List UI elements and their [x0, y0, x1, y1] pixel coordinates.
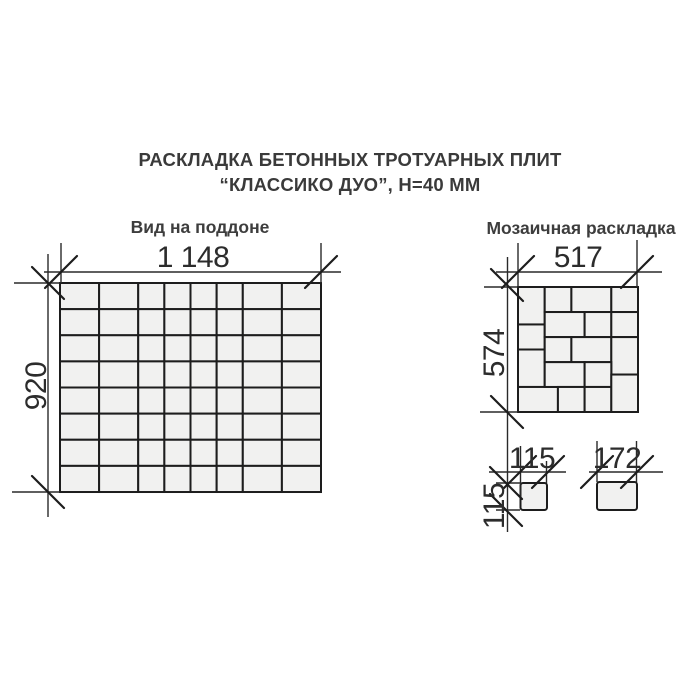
- pallet-tile: [243, 388, 282, 414]
- pallet-tile: [60, 335, 99, 361]
- mosaic-tile: [545, 287, 572, 312]
- pallet-tile: [191, 388, 217, 414]
- mosaic-tile: [611, 375, 638, 412]
- pallet-height-dimension: 920: [20, 361, 53, 411]
- pallet-tile: [282, 335, 321, 361]
- pallet-tile: [138, 388, 164, 414]
- pallet-tile: [282, 414, 321, 440]
- mosaic-tile: [518, 350, 545, 387]
- mosaic-tile: [545, 312, 585, 337]
- pallet-tile: [191, 361, 217, 387]
- square-tile-width-dimension: 115: [508, 442, 556, 475]
- pallet-tile: [60, 388, 99, 414]
- pallet-tile: [217, 335, 243, 361]
- mosaic-tile: [558, 387, 585, 412]
- mosaic-tile: [585, 312, 612, 337]
- pallet-tile: [99, 466, 138, 492]
- pallet-tile: [282, 440, 321, 466]
- mosaic-tile: [611, 287, 638, 312]
- pallet-tile: [217, 466, 243, 492]
- mosaic-view-title: Мозаичная раскладка: [486, 218, 676, 238]
- pallet-tile: [191, 414, 217, 440]
- pallet-view-title: Вид на поддоне: [130, 217, 270, 237]
- pallet-tile: [217, 309, 243, 335]
- page-title-line2: “КЛАССИКО ДУО”, Н=40 ММ: [219, 174, 481, 195]
- pallet-tile: [282, 388, 321, 414]
- pallet-tile: [60, 309, 99, 335]
- pallet-tile: [99, 414, 138, 440]
- mosaic-tile: [571, 337, 611, 362]
- pallet-tile: [191, 440, 217, 466]
- pallet-tile: [282, 309, 321, 335]
- pallet-tile: [164, 414, 190, 440]
- pallet-tile: [138, 361, 164, 387]
- pallet-tile: [60, 440, 99, 466]
- pallet-tile: [99, 309, 138, 335]
- pallet-tile: [138, 335, 164, 361]
- mosaic-tile: [518, 387, 558, 412]
- pallet-tile: [164, 361, 190, 387]
- mosaic-width-dimension: 517: [553, 241, 603, 274]
- page-title-line1: РАСКЛАДКА БЕТОННЫХ ТРОТУАРНЫХ ПЛИТ: [138, 149, 562, 170]
- pallet-tile: [99, 335, 138, 361]
- pallet-tile: [164, 283, 190, 309]
- mosaic-tile: [611, 337, 638, 374]
- pallet-tile: [217, 440, 243, 466]
- mosaic-tile: [585, 362, 612, 387]
- pallet-tile: [99, 283, 138, 309]
- pallet-tile: [138, 440, 164, 466]
- pallet-tile: [217, 361, 243, 387]
- square-tile-height-dimension: 115: [478, 482, 511, 530]
- pallet-grid: [60, 283, 321, 492]
- pallet-tile: [282, 361, 321, 387]
- pallet-tile: [243, 414, 282, 440]
- pallet-tile: [164, 440, 190, 466]
- pallet-tile: [99, 361, 138, 387]
- mosaic-tiles: [518, 287, 638, 412]
- pallet-tile: [243, 283, 282, 309]
- mosaic-tile: [545, 362, 585, 387]
- mosaic-tile: [611, 312, 638, 337]
- pallet-tile: [60, 466, 99, 492]
- pallet-tile: [60, 361, 99, 387]
- rect-tile: [597, 482, 637, 510]
- pallet-tile: [191, 283, 217, 309]
- pallet-width-dimension: 1 148: [156, 241, 230, 274]
- pallet-tile: [191, 309, 217, 335]
- pallet-tile: [60, 414, 99, 440]
- pallet-tile: [164, 388, 190, 414]
- pallet-tile: [243, 309, 282, 335]
- pallet-tile: [138, 283, 164, 309]
- pallet-tile: [99, 440, 138, 466]
- rect-tile-width-dimension: 172: [592, 442, 642, 475]
- single-tiles: [521, 482, 638, 510]
- pallet-tile: [191, 335, 217, 361]
- pallet-tile: [243, 361, 282, 387]
- pallet-tile: [164, 466, 190, 492]
- pallet-tile: [99, 388, 138, 414]
- pallet-tile: [217, 414, 243, 440]
- mosaic-tile: [545, 337, 572, 362]
- pallet-tile: [164, 309, 190, 335]
- mosaic-tile: [518, 324, 545, 349]
- pallet-tile: [243, 466, 282, 492]
- pallet-tile: [138, 414, 164, 440]
- pallet-tile: [217, 388, 243, 414]
- mosaic-tile: [571, 287, 611, 312]
- pallet-tile: [138, 466, 164, 492]
- mosaic-tile: [518, 287, 545, 324]
- mosaic-height-dimension: 574: [478, 328, 511, 378]
- pallet-tile: [138, 309, 164, 335]
- pallet-tile: [164, 335, 190, 361]
- pallet-tile: [191, 466, 217, 492]
- pallet-tile: [217, 283, 243, 309]
- mosaic-tile: [585, 387, 612, 412]
- pallet-tile: [243, 440, 282, 466]
- pallet-tile: [60, 283, 99, 309]
- pallet-tile: [243, 335, 282, 361]
- pallet-tile: [282, 466, 321, 492]
- pallet-tile: [282, 283, 321, 309]
